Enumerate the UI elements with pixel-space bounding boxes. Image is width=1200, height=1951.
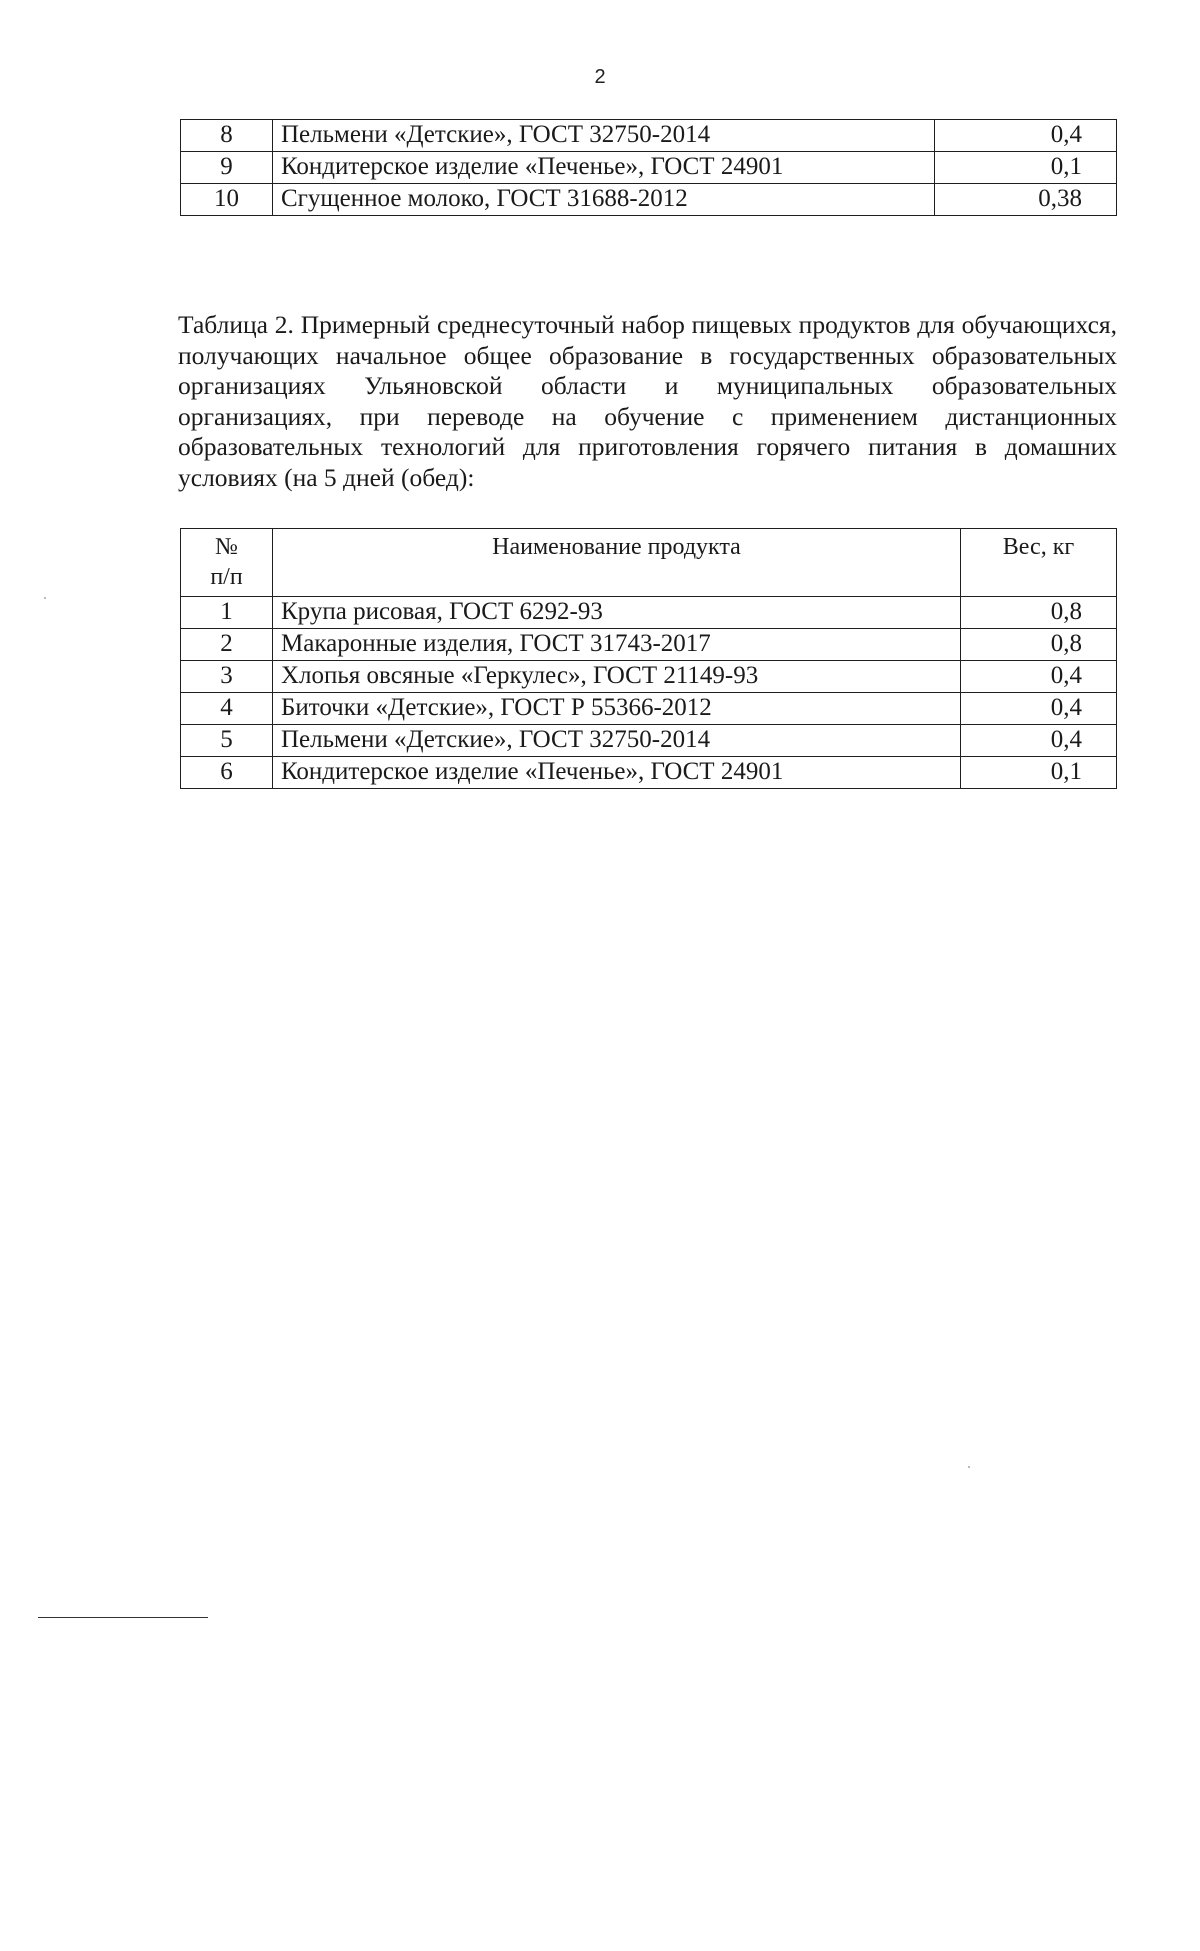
column-header-product-name: Наименование продукта — [273, 529, 961, 597]
product-name: Пельмени «Детские», ГОСТ 32750-2014 — [273, 725, 961, 757]
row-number: 1 — [181, 597, 273, 629]
column-header-number-line1: № — [215, 534, 238, 560]
scan-speck — [968, 1466, 970, 1468]
product-weight: 0,4 — [961, 725, 1117, 757]
product-weight: 0,1 — [935, 152, 1117, 184]
column-header-number — [181, 529, 273, 597]
row-number: 6 — [181, 757, 273, 789]
table-row — [181, 597, 1117, 629]
column-header-weight: Вес, кг — [961, 529, 1117, 597]
table-row — [181, 120, 1117, 152]
row-number: 9 — [181, 152, 273, 184]
row-number: 2 — [181, 629, 273, 661]
row-number: 10 — [181, 184, 273, 216]
product-name: Кондитерское изделие «Печенье», ГОСТ 24901 — [273, 152, 935, 184]
row-number: 5 — [181, 725, 273, 757]
table-row — [181, 725, 1117, 757]
row-number: 8 — [181, 120, 273, 152]
product-name: Биточки «Детские», ГОСТ Р 55366-2012 — [273, 693, 961, 725]
table-2-caption: Таблица 2. Примерный среднесуточный набор пищевых продуктов для обучающихся, получающих начальное общее образование в государственных образовательных организациях Ульяновской области и муниципальных образовательных организациях, при переводе на обучение с применением дистанционных образовательных технологий для приготовления горячего питания в домашних условиях (на 5 дней (обед): — [178, 310, 1117, 492]
product-weight: 0,8 — [961, 597, 1117, 629]
table-row — [181, 629, 1117, 661]
product-weight: 0,4 — [961, 661, 1117, 693]
table-header-row — [181, 529, 1117, 597]
table-row — [181, 661, 1117, 693]
product-name: Сгущенное молоко, ГОСТ 31688-2012 — [273, 184, 935, 216]
table-row — [181, 693, 1117, 725]
product-weight: 0,1 — [961, 757, 1117, 789]
products-table-continued — [180, 119, 1117, 216]
product-weight: 0,38 — [935, 184, 1117, 216]
table-row — [181, 757, 1117, 789]
table-row — [181, 184, 1117, 216]
row-number: 4 — [181, 693, 273, 725]
column-header-number-line2: п/п — [210, 564, 243, 590]
products-table-2 — [180, 528, 1117, 789]
product-weight: 0,8 — [961, 629, 1117, 661]
product-name: Крупа рисовая, ГОСТ 6292-93 — [273, 597, 961, 629]
product-weight: 0,4 — [961, 693, 1117, 725]
product-name: Макаронные изделия, ГОСТ 31743-2017 — [273, 629, 961, 661]
scan-speck — [44, 597, 46, 599]
product-name: Хлопья овсяные «Геркулес», ГОСТ 21149-93 — [273, 661, 961, 693]
table-row — [181, 152, 1117, 184]
product-name: Кондитерское изделие «Печенье», ГОСТ 24901 — [273, 757, 961, 789]
product-weight: 0,4 — [935, 120, 1117, 152]
page-number: 2 — [594, 66, 606, 88]
footnote-separator — [38, 1617, 208, 1618]
product-name: Пельмени «Детские», ГОСТ 32750-2014 — [273, 120, 935, 152]
row-number: 3 — [181, 661, 273, 693]
